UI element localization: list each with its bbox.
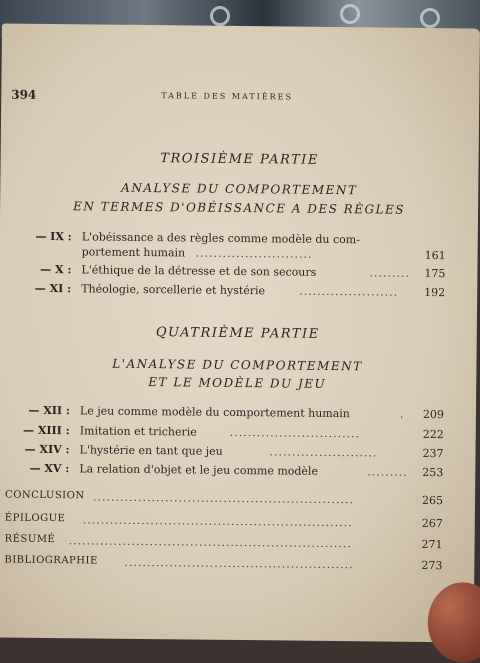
back-matter-title: CONCLUSION — [5, 489, 85, 502]
chapter-title: L'obéissance a des règles comme modèle du com- — [81, 230, 361, 247]
chapter-number: — X : — [40, 262, 72, 277]
chapter-number: — XII : — [28, 403, 71, 418]
glint — [420, 8, 440, 28]
toc-entry — [0, 281, 477, 302]
part-heading: EN TERMES D'OBÉISSANCE A DES RÈGLES — [73, 199, 406, 217]
page-number: 394 — [11, 87, 37, 102]
leader-dots: ......... — [367, 465, 408, 479]
leader-dots: ............................. — [229, 425, 361, 441]
toc-entry — [0, 262, 477, 283]
leader-dots: . — [399, 407, 405, 421]
glint — [210, 6, 230, 26]
chapter-title: La relation d'objet et le jeu comme modèle — [79, 462, 319, 478]
leader-dots: ................................................... — [124, 555, 354, 572]
page-ref: 209 — [422, 407, 445, 422]
back-matter-title: BIBLIOGRAPHIE — [4, 554, 98, 567]
glint — [340, 4, 360, 24]
page-ref: 253 — [422, 465, 444, 480]
toc-entry — [0, 442, 476, 463]
leader-dots: ............................................................ — [82, 513, 353, 530]
back-matter-title: RÉSUMÉ — [4, 533, 56, 546]
toc-entry — [0, 554, 474, 575]
toc-entry — [0, 512, 475, 533]
chapter-number: — IX : — [35, 229, 72, 244]
toc-entry — [0, 533, 475, 554]
chapter-title: L'éthique de la détresse et de son secours — [81, 263, 317, 279]
chapter-number: — XIII : — [22, 423, 70, 438]
page-ref: 161 — [424, 248, 446, 263]
running-head — [1, 87, 479, 112]
page-ref: 271 — [421, 537, 443, 552]
leader-dots: ........................ — [269, 445, 378, 460]
page-ref: 273 — [421, 558, 443, 573]
toc-entry — [0, 461, 475, 482]
chapter-number: — XV : — [29, 461, 70, 476]
page-ref: 192 — [424, 285, 446, 300]
part-label: QUATRIÈME PARTIE — [155, 325, 320, 342]
chapter-number: — XIV : — [24, 442, 70, 457]
leader-dots: ...................... — [299, 284, 399, 299]
leader-dots: ......... — [369, 266, 410, 280]
page-ref: 267 — [421, 516, 443, 531]
chapter-title: Théologie, sorcellerie et hystérie — [81, 282, 266, 298]
chapter-title: L'hystérie en tant que jeu — [79, 443, 223, 458]
part-heading: ANALYSE DU COMPORTEMENT — [121, 180, 358, 198]
finger — [427, 582, 480, 663]
chapter-number: — XI : — [34, 281, 72, 296]
chapter-title: Le jeu comme modèle du comportement humain — [79, 404, 350, 421]
running-title: TABLE DES MATIÈRES — [161, 91, 294, 102]
toc-entry — [0, 403, 476, 424]
chapter-title: Imitation et tricherie — [79, 424, 197, 439]
book-page — [0, 23, 480, 642]
leader-dots: .......................................................... — [92, 490, 354, 507]
page-ref: 265 — [421, 493, 444, 508]
part-label: TROISIÈME PARTIE — [160, 151, 319, 168]
toc-entry — [0, 423, 476, 444]
toc-entry — [0, 489, 475, 510]
leader-dots: ............................................................... — [68, 534, 352, 551]
page-ref: 237 — [422, 446, 444, 461]
page-ref: 222 — [422, 427, 444, 442]
part-heading: L'ANALYSE DU COMPORTEMENT — [112, 356, 363, 374]
part-heading: ET LE MODÈLE DU JEU — [148, 375, 327, 391]
chapter-title: portement humain — [81, 245, 186, 260]
leader-dots: .......................... — [195, 246, 313, 261]
page-ref: 175 — [424, 266, 446, 281]
back-matter-title: ÉPILOGUE — [4, 512, 66, 525]
